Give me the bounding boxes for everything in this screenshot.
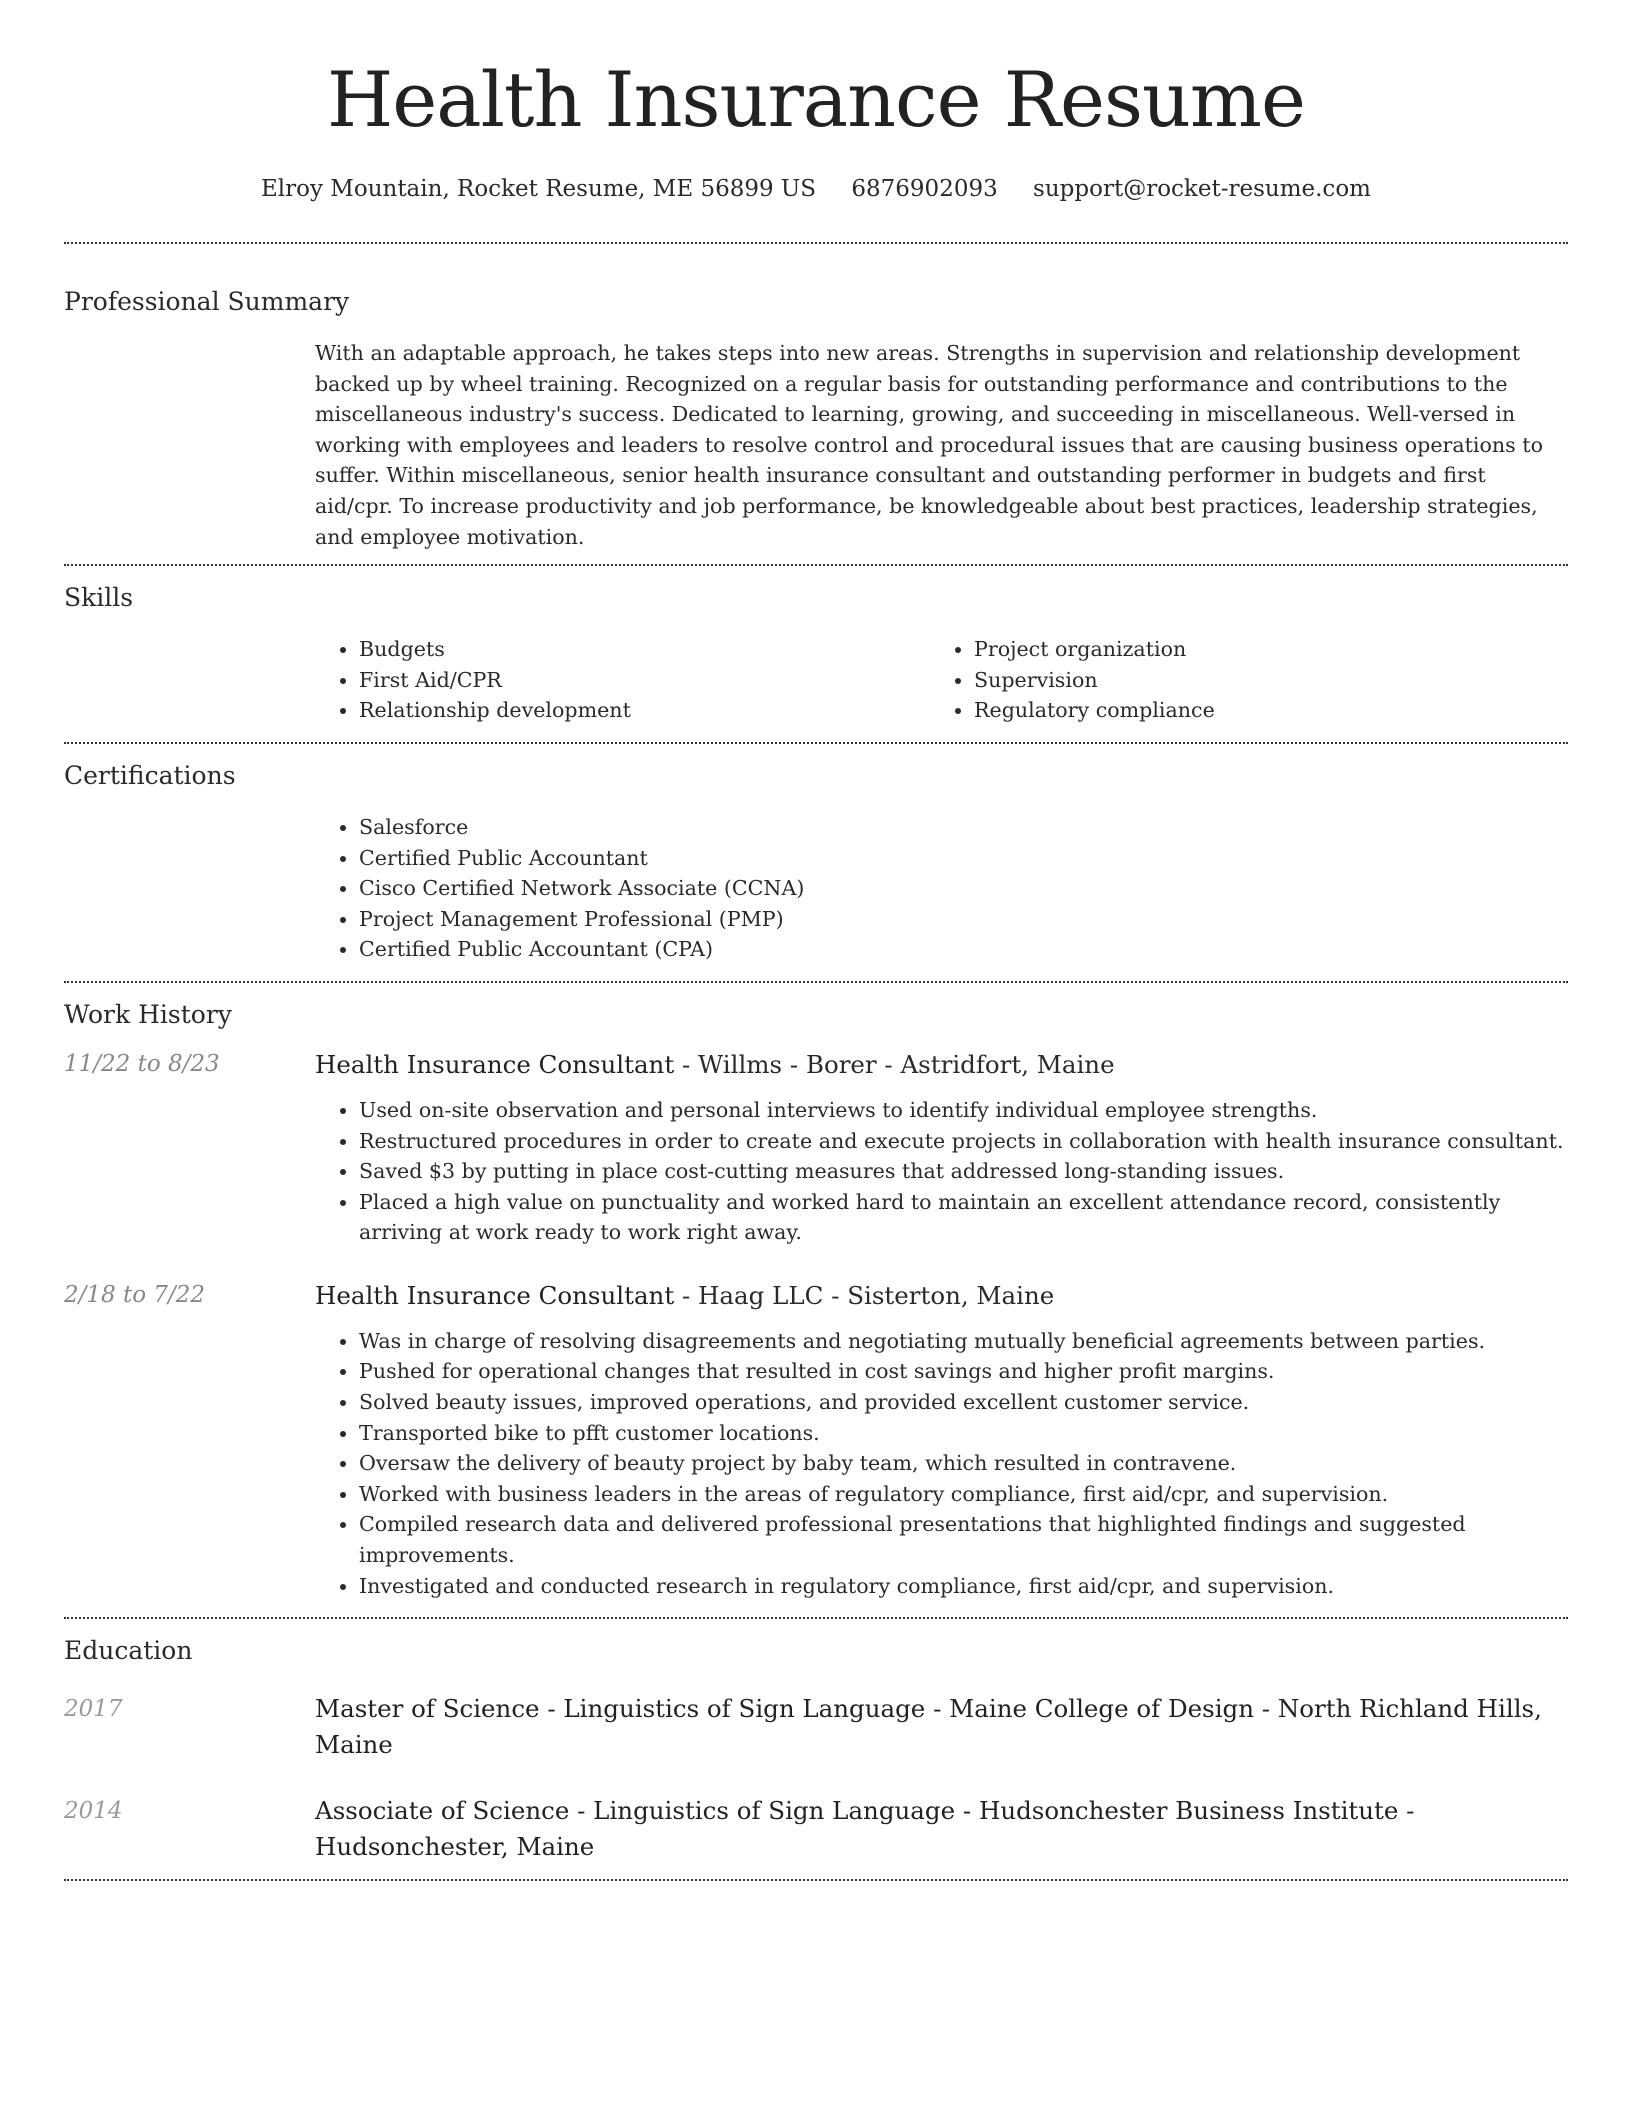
job-bullets — [315, 1095, 1568, 1248]
skill-item: • First Aid/CPR — [359, 665, 930, 696]
job-bullet: • Pushed for operational changes that resulted in cost savings and higher profit margins. — [359, 1356, 1568, 1387]
certifications-heading: Certifications — [64, 760, 236, 790]
job-title: Health Insurance Consultant — [315, 1049, 675, 1079]
skills-grid — [315, 634, 1568, 742]
certification-item: • Project Management Professional (PMP) — [359, 904, 1568, 935]
contact-line — [64, 172, 1568, 206]
education-degree: Master of Science - Linguistics of Sign Language — [315, 1694, 926, 1724]
job-bullets — [315, 1326, 1568, 1601]
job-body — [315, 1047, 1568, 1248]
certification-item: • Salesforce — [359, 812, 1568, 843]
job-entry — [64, 1278, 1568, 1601]
education-section — [64, 1619, 1568, 1879]
resume-title: Health Insurance Resume — [327, 55, 1305, 144]
education-degree: Associate of Science - Linguistics of Sign Language — [315, 1796, 956, 1826]
job-heading — [315, 1278, 1568, 1314]
skill-item: • Regulatory compliance — [974, 695, 1545, 726]
job-bullet: • Was in charge of resolving disagreements and negotiating mutually beneficial agreements between parties. — [359, 1326, 1568, 1357]
job-employer: - Haag LLC - Sisterton, Maine — [674, 1280, 1055, 1310]
certification-item: • Certified Public Accountant — [359, 843, 1568, 874]
education-body — [315, 1691, 1568, 1763]
job-bullet: • Transported bike to pfft customer locations. — [359, 1418, 1568, 1449]
job-bullet: • Oversaw the delivery of beauty project by baby team, which resulted in contravene. — [359, 1448, 1568, 1479]
work-history-heading: Work History — [64, 999, 232, 1029]
job-bullet: • Used on-site observation and personal interviews to identify individual employee strengths. — [359, 1095, 1568, 1126]
work-history-section — [64, 983, 1568, 1617]
education-entry — [64, 1691, 1568, 1763]
certifications-section — [64, 744, 1568, 981]
job-bullet: • Worked with business leaders in the areas of regulatory compliance, first aid/cpr, and supervision. — [359, 1479, 1568, 1510]
skills-heading: Skills — [64, 583, 134, 613]
job-dates: 11/22 to 8/23 — [64, 1050, 220, 1077]
skill-item: • Relationship development — [359, 695, 930, 726]
job-bullet: • Compiled research data and delivered professional presentations that highlighted findings and suggested improvements. — [359, 1509, 1568, 1570]
skill-item: • Budgets — [359, 634, 930, 665]
job-body — [315, 1278, 1568, 1601]
education-year: 2014 — [64, 1798, 123, 1825]
job-heading — [315, 1047, 1568, 1083]
summary-section — [64, 244, 1568, 564]
certification-item: • Certified Public Accountant (CPA) — [359, 934, 1568, 965]
job-title: Health Insurance Consultant — [315, 1280, 675, 1310]
skills-section — [64, 566, 1568, 742]
job-dates: 2/18 to 7/22 — [64, 1281, 206, 1308]
education-heading: Education — [64, 1636, 193, 1666]
job-bullet: • Placed a high value on punctuality and worked hard to maintain an excellent attendance record, consistently arriving at work ready to work right away. — [359, 1187, 1568, 1248]
education-school: - Hudsonchester Business Institute - Hudsonchester, Maine — [315, 1796, 1415, 1862]
summary-text: With an adaptable approach, he takes steps into new areas. Strengths in supervision and relationship development backed up by wheel training. Recognized on a regular basis for outstanding performance and contributions to the miscellaneous industry's success. Dedicated to learning, growing, and succeeding in miscellaneous. Well-versed in working with employees and leaders to resolve control and procedural issues that are causing business operations to suffer. Within miscellaneous, senior health insurance consultant and outstanding performer in budgets and first aid/cpr. To increase productivity and job performance, be knowledgeable about best practices, leadership strategies, and employee motivation. — [315, 341, 1543, 549]
skills-column-right — [930, 634, 1545, 726]
education-year: 2017 — [64, 1696, 123, 1723]
skills-column-left — [315, 634, 930, 726]
job-entry — [64, 1047, 1568, 1248]
job-bullet: • Solved beauty issues, improved operations, and provided excellent customer service. — [359, 1387, 1568, 1418]
skill-item: • Supervision — [974, 665, 1545, 696]
job-employer: - Willms - Borer - Astridfort, Maine — [674, 1049, 1115, 1079]
education-entry — [64, 1793, 1568, 1865]
education-body — [315, 1793, 1568, 1865]
divider — [64, 1879, 1568, 1881]
contact-address: Elroy Mountain, Rocket Resume, ME 56899 US — [261, 176, 817, 202]
education-school: - Maine College of Design - North Richland Hills, Maine — [315, 1694, 1542, 1760]
job-bullet: • Saved $3 by putting in place cost-cutting measures that addressed long-standing issues. — [359, 1156, 1568, 1187]
contact-phone: 6876902093 — [851, 176, 998, 202]
summary-heading: Professional Summary — [64, 287, 350, 316]
job-bullet: • Restructured procedures in order to create and execute projects in collaboration with health insurance consultant. — [359, 1126, 1568, 1157]
certification-item: • Cisco Certified Network Associate (CCNA) — [359, 873, 1568, 904]
certifications-list — [315, 812, 1568, 981]
job-bullet: • Investigated and conducted research in regulatory compliance, first aid/cpr, and supervision. — [359, 1571, 1568, 1602]
skill-item: • Project organization — [974, 634, 1545, 665]
contact-email: support@rocket-resume.com — [1033, 176, 1371, 202]
